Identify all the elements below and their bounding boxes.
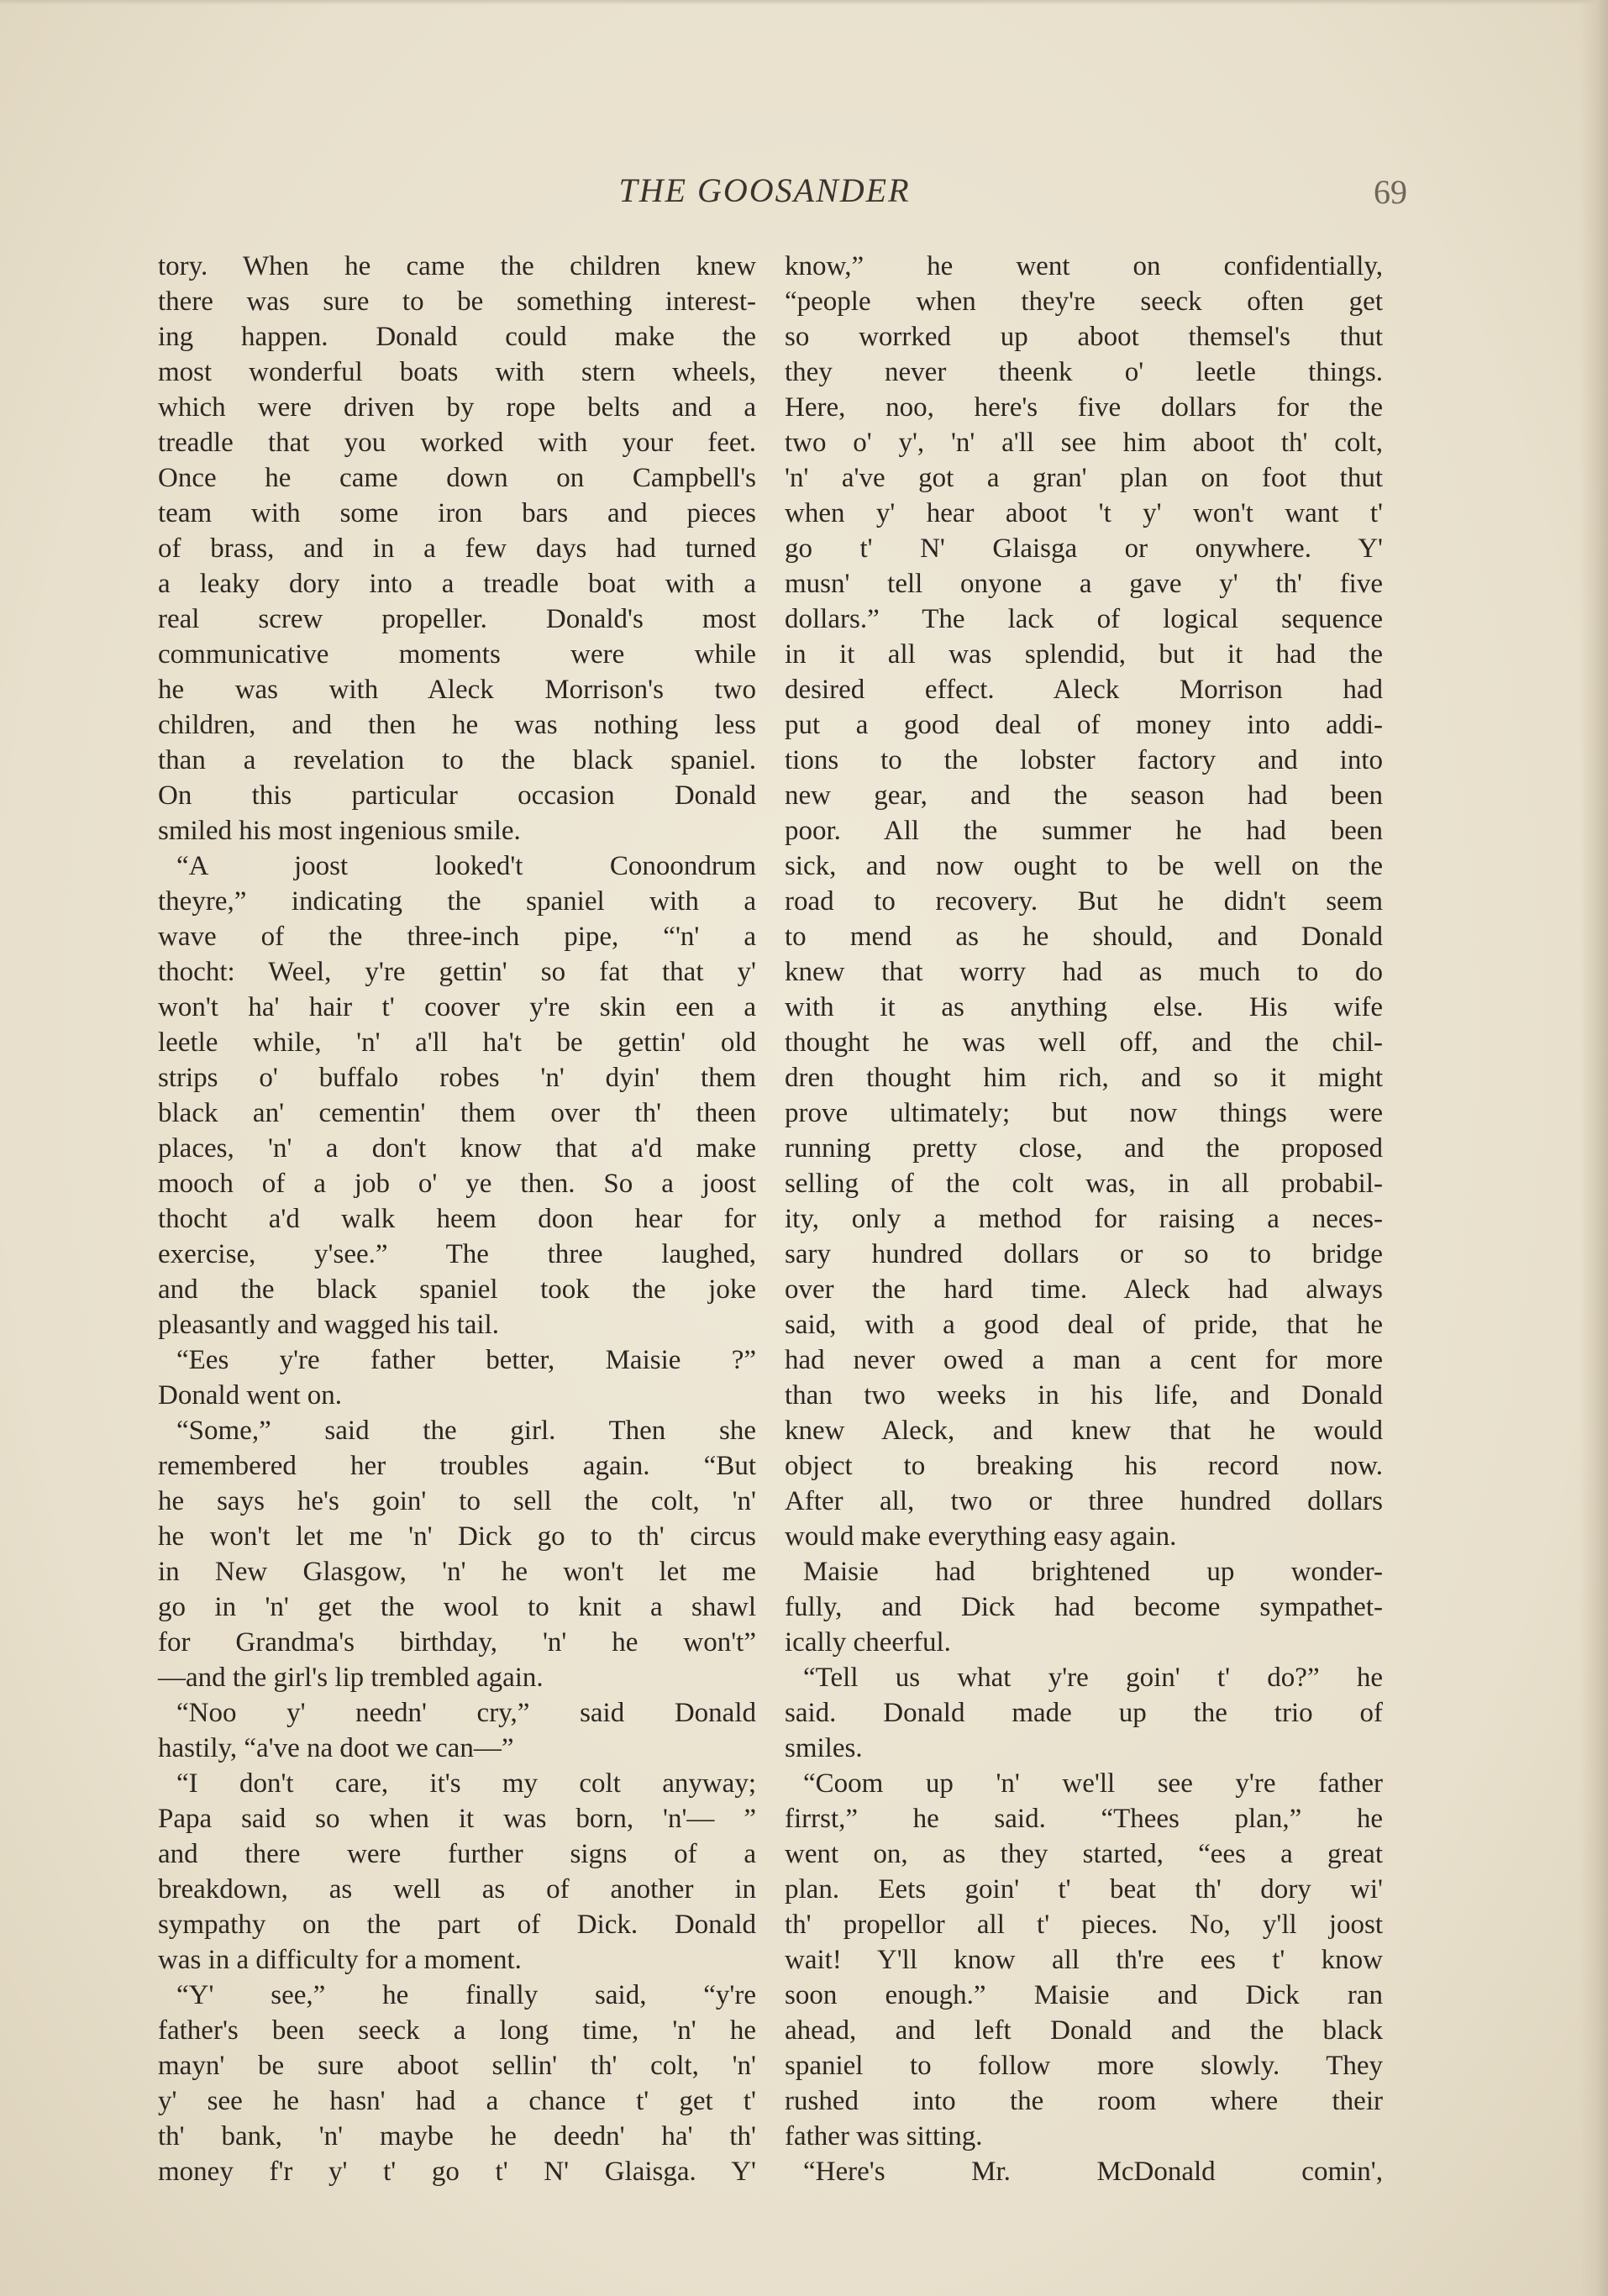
text-line: breakdown, as well as of another in <box>158 1874 756 1905</box>
text-line: father was sitting. <box>785 2121 983 2152</box>
text-line: won't ha' hair t' coover y're skin een a <box>158 992 756 1022</box>
text-line: which were driven by rope belts and a <box>158 392 756 423</box>
text-line: After all, two or three hundred dollars <box>785 1486 1383 1516</box>
page-top-edge <box>0 0 1608 5</box>
text-line: said, with a good deal of pride, that he <box>785 1310 1383 1340</box>
text-line: go t' N' Glaisga or onywhere. Y' <box>785 533 1383 564</box>
text-line: “Tell us what y're goin' t' do?” he <box>803 1663 1383 1693</box>
text-line: there was sure to be something interest- <box>158 286 756 317</box>
text-line: was in a difficulty for a moment. <box>158 1945 522 1975</box>
text-line: smiles. <box>785 1733 863 1763</box>
text-line: th' bank, 'n' maybe he deedn' ha' th' <box>158 2121 756 2152</box>
text-line: “I don't care, it's my colt anyway; <box>176 1768 756 1799</box>
text-line: y' see he hasn' had a chance t' get t' <box>158 2086 756 2116</box>
text-line: rushed into the room where their <box>785 2086 1383 2116</box>
text-line: of brass, and in a few days had turned <box>158 533 756 564</box>
text-column-left <box>158 249 756 2187</box>
text-line: poor. All the summer he had been <box>785 816 1383 846</box>
text-line: Here, noo, here's five dollars for the <box>785 392 1383 423</box>
text-line: spaniel to follow more slowly. They <box>785 2051 1383 2081</box>
text-line: “Here's Mr. McDonald comin', <box>803 2157 1383 2187</box>
text-line: tory. When he came the children knew <box>158 251 756 281</box>
text-line: 'n' a've got a gran' plan on foot thut <box>785 463 1383 493</box>
text-line: “people when they're seeck often get <box>785 286 1383 317</box>
text-line: a leaky dory into a treadle boat with a <box>158 569 756 599</box>
text-line: team with some iron bars and pieces <box>158 498 756 528</box>
text-line: dollars.” The lack of logical sequence <box>785 604 1383 634</box>
text-line: had never owed a man a cent for more <box>785 1345 1383 1375</box>
text-line: “Some,” said the girl. Then she <box>176 1416 756 1446</box>
text-line: firrst,” he said. “Thees plan,” he <box>785 1804 1383 1834</box>
text-line: new gear, and the season had been <box>785 780 1383 811</box>
text-line: so worrked up aboot themsel's thut <box>785 322 1383 352</box>
text-line: children, and then he was nothing less <box>158 710 756 740</box>
text-line: he won't let me 'n' Dick go to th' circus <box>158 1521 756 1552</box>
text-line: th' propellor all t' pieces. No, y'll joost <box>785 1910 1383 1940</box>
text-line: remembered her troubles again. “But <box>158 1451 756 1481</box>
text-line: to mend as he should, and Donald <box>785 922 1383 952</box>
text-line: Once he came down on Campbell's <box>158 463 756 493</box>
page-number: 69 <box>1374 173 1407 211</box>
text-line: dren thought him rich, and so it might <box>785 1063 1383 1093</box>
text-line: places, 'n' a don't know that a'd make <box>158 1133 756 1164</box>
text-line: desired effect. Aleck Morrison had <box>785 675 1383 705</box>
text-line: in New Glasgow, 'n' he won't let me <box>158 1557 756 1587</box>
text-line: than two weeks in his life, and Donald <box>785 1380 1383 1411</box>
text-line: over the hard time. Aleck had always <box>785 1274 1383 1305</box>
text-line: sick, and now ought to be well on the <box>785 851 1383 881</box>
text-line: father's been seeck a long time, 'n' he <box>158 2015 756 2046</box>
text-line: they never theenk o' leetle things. <box>785 357 1383 387</box>
text-line: money f'r y' t' go t' N' Glaisga. Y' <box>158 2157 756 2187</box>
text-line: sympathy on the part of Dick. Donald <box>158 1910 756 1940</box>
text-line: knew that worry had as much to do <box>785 957 1383 987</box>
text-line: selling of the colt was, in all probabil- <box>785 1169 1383 1199</box>
text-line: Papa said so when it was born, 'n'— ” <box>158 1804 756 1834</box>
text-line: thocht a'd walk heem doon hear for <box>158 1204 756 1234</box>
text-line: when y' hear aboot 't y' won't want t' <box>785 498 1383 528</box>
text-line: he was with Aleck Morrison's two <box>158 675 756 705</box>
text-line: On this particular occasion Donald <box>158 780 756 811</box>
text-line: theyre,” indicating the spaniel with a <box>158 886 756 917</box>
text-line: ing happen. Donald could make the <box>158 322 756 352</box>
text-line: —and the girl's lip trembled again. <box>158 1663 544 1693</box>
page-right-edge-shadow <box>1579 0 1608 2296</box>
text-line: than a revelation to the black spaniel. <box>158 745 756 775</box>
text-line: most wonderful boats with stern wheels, <box>158 357 756 387</box>
text-line: soon enough.” Maisie and Dick ran <box>785 1980 1383 2010</box>
text-line: “Y' see,” he finally said, “y're <box>176 1980 756 2010</box>
text-line: strips o' buffalo robes 'n' dyin' them <box>158 1063 756 1093</box>
text-line: in it all was splendid, but it had the <box>785 639 1383 670</box>
text-line: go in 'n' get the wool to knit a shawl <box>158 1592 756 1622</box>
text-line: put a good deal of money into addi- <box>785 710 1383 740</box>
text-line: “Ees y're father better, Maisie ?” <box>176 1345 756 1375</box>
text-line: mayn' be sure aboot sellin' th' colt, 'n' <box>158 2051 756 2081</box>
text-line: real screw propeller. Donald's most <box>158 604 756 634</box>
text-line: with it as anything else. His wife <box>785 992 1383 1022</box>
text-line: for Grandma's birthday, 'n' he won't” <box>158 1627 756 1658</box>
text-line: plan. Eets goin' t' beat th' dory wi' <box>785 1874 1383 1905</box>
text-line: knew Aleck, and knew that he would <box>785 1416 1383 1446</box>
text-line: communicative moments were while <box>158 639 756 670</box>
text-line: two o' y', 'n' a'll see him aboot th' colt, <box>785 428 1383 458</box>
text-line: ahead, and left Donald and the black <box>785 2015 1383 2046</box>
text-line: mooch of a job o' ye then. So a joost <box>158 1169 756 1199</box>
text-line: would make everything easy again. <box>785 1521 1177 1552</box>
text-line: exercise, y'see.” The three laughed, <box>158 1239 756 1269</box>
running-header <box>0 171 1608 221</box>
text-line: and there were further signs of a <box>158 1839 756 1869</box>
text-line: hastily, “a've na doot we can—” <box>158 1733 514 1763</box>
text-line: he says he's goin' to sell the colt, 'n' <box>158 1486 756 1516</box>
text-line: thought he was well off, and the chil- <box>785 1027 1383 1058</box>
text-line: ically cheerful. <box>785 1627 951 1658</box>
text-line: running pretty close, and the proposed <box>785 1133 1383 1164</box>
text-line: went on, as they started, “ees a great <box>785 1839 1383 1869</box>
text-line: Donald went on. <box>158 1380 343 1411</box>
text-line: black an' cementin' them over th' theen <box>158 1098 756 1128</box>
running-title: THE GOOSANDER <box>618 171 911 209</box>
text-line: “Coom up 'n' we'll see y're father <box>803 1768 1383 1799</box>
text-line: pleasantly and wagged his tail. <box>158 1310 499 1340</box>
text-column-right <box>785 249 1383 2187</box>
text-line: prove ultimately; but now things were <box>785 1098 1383 1128</box>
text-line: sary hundred dollars or so to bridge <box>785 1239 1383 1269</box>
text-line: “A joost looked't Conoondrum <box>176 851 756 881</box>
text-line: musn' tell onyone a gave y' th' five <box>785 569 1383 599</box>
text-line: fully, and Dick had become sympathet- <box>785 1592 1383 1622</box>
text-line: “Noo y' needn' cry,” said Donald <box>176 1698 756 1728</box>
text-line: said. Donald made up the trio of <box>785 1698 1383 1728</box>
text-line: know,” he went on confidentially, <box>785 251 1383 281</box>
text-line: Maisie had brightened up wonder- <box>803 1557 1383 1587</box>
text-line: and the black spaniel took the joke <box>158 1274 756 1305</box>
text-line: object to breaking his record now. <box>785 1451 1383 1481</box>
text-line: treadle that you worked with your feet. <box>158 428 756 458</box>
text-line: wave of the three-inch pipe, “'n' a <box>158 922 756 952</box>
text-line: ity, only a method for raising a neces- <box>785 1204 1383 1234</box>
text-line: thocht: Weel, y're gettin' so fat that y' <box>158 957 756 987</box>
text-line: road to recovery. But he didn't seem <box>785 886 1383 917</box>
text-line: wait! Y'll know all th're ees t' know <box>785 1945 1383 1975</box>
text-line: smiled his most ingenious smile. <box>158 816 521 846</box>
text-line: tions to the lobster factory and into <box>785 745 1383 775</box>
text-line: leetle while, 'n' a'll ha't be gettin' old <box>158 1027 756 1058</box>
